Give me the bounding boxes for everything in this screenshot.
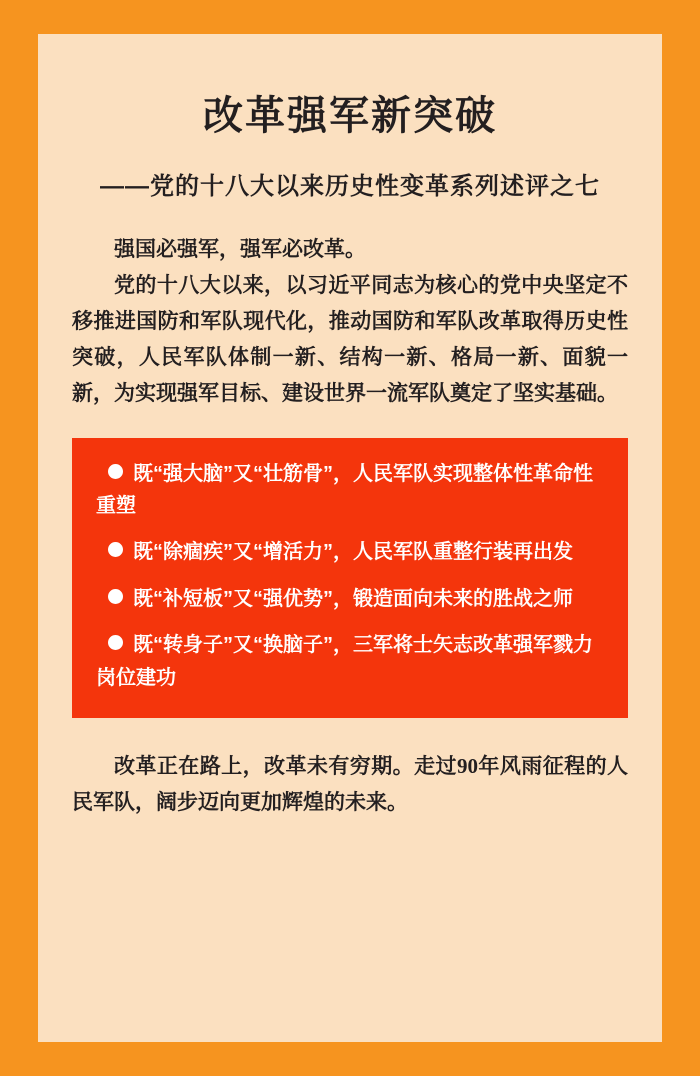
bullet-icon [108,635,123,650]
intro-body [72,231,628,412]
list-item-label: 既“除痼疾”又“增活力”，人民军队重整行装再出发 [133,541,573,564]
bullet-icon [108,589,123,604]
bullet-icon [108,542,123,557]
paragraph: 改革正在路上，改革未有穷期。走过90年风雨征程的人民军队，阔步迈向更加辉煌的未来。 [72,753,628,814]
paragraph: 强国必强军，强军必改革。 [114,237,366,261]
list-item [96,536,604,568]
page-subtitle: ——党的十八大以来历史性变革系列述评之七 [100,173,600,200]
list-item [96,629,604,694]
list-item-label: 既“补短板”又“强优势”，锻造面向未来的胜战之师 [133,587,573,610]
list-item-label: 既“强大脑”又“壮筋骨”，人民军队实现整体性革命性重塑 [96,462,593,517]
bullet-icon [108,464,123,479]
paragraph: 党的十八大以来，以习近平同志为核心的党中央坚定不移推进国防和军队现代化，推动国防和军队改革取得历史性突破，人民军队体制一新、结构一新、格局一新、面貌一新，为实现强军目标、建设世界一流军队奠定了坚实基础。 [72,273,628,406]
list-item [96,458,604,523]
list-item [96,583,604,615]
page-title: 改革强军新突破 [203,94,497,138]
list-item-label: 既“转身子”又“换脑子”，三军将士矢志改革强军戮力岗位建功 [96,634,593,689]
closing-body [72,748,628,820]
poster-content [38,34,662,1042]
highlight-box [72,438,628,718]
